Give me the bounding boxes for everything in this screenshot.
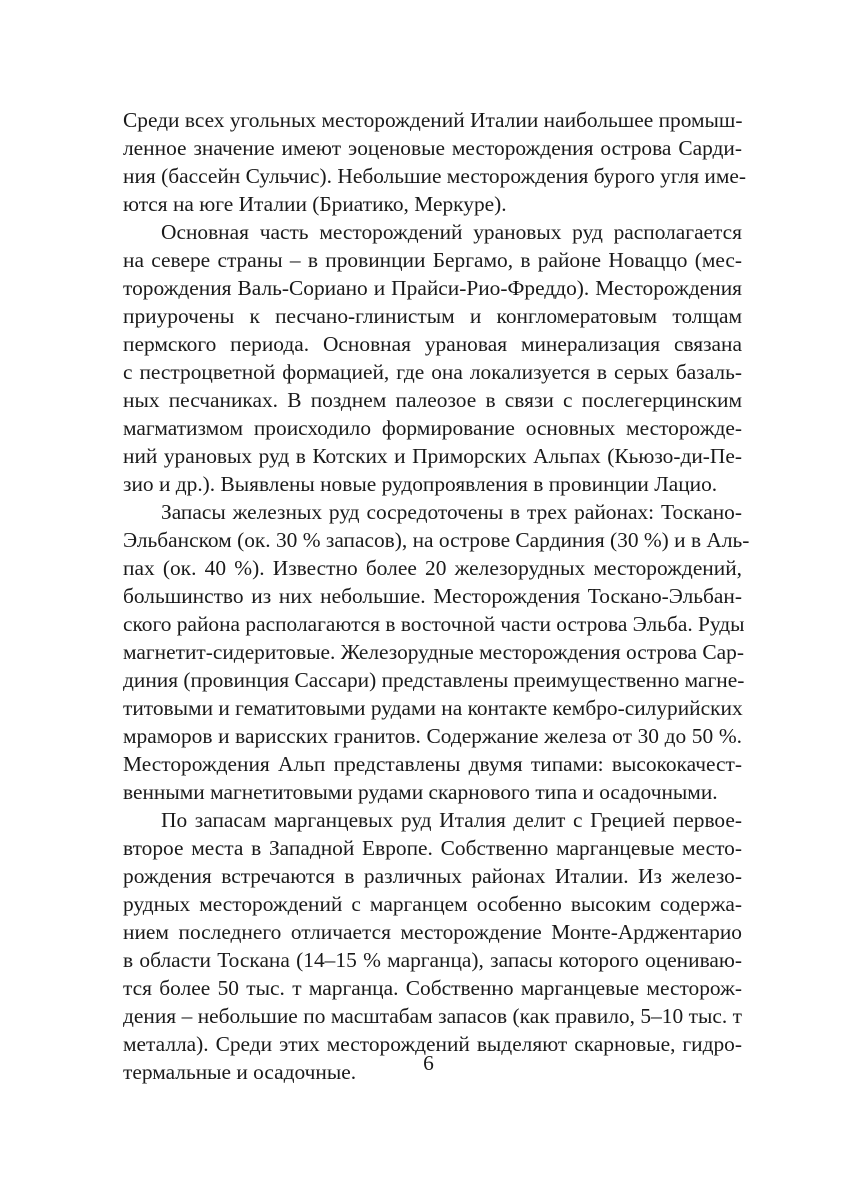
text-line: рождения встречаются в различных районах Италии. Из железо-	[123, 864, 742, 888]
text-line: в области Тоскана (14–15 % марганца), запасы которого оцениваю-	[123, 948, 742, 972]
text-line: мраморов и варисских гранитов. Содержание железа от 30 до 50 %.	[123, 724, 742, 748]
text-line: Основная часть месторождений урановых руд располагается	[161, 220, 742, 244]
text-line: зио и др.). Выявлены новые рудопроявления в провинции Лацио.	[123, 472, 718, 496]
text-line: торождения Валь-Сориано и Прайси-Рио-Фреддо). Месторождения	[123, 276, 742, 300]
text-line: титовыми и гематитовыми рудами на контакте кембро-силурийских	[123, 696, 743, 720]
text-line: большинство из них небольшие. Месторождения Тоскано-Эльбан-	[123, 584, 742, 608]
text-line: ний урановых руд в Котских и Приморских Альпах (Кьюзо-ди-Пе-	[123, 444, 742, 468]
text-line: магнетит-сидеритовые. Железорудные месторождения острова Сар-	[123, 640, 744, 664]
text-line: приурочены к песчано-глинистым и конгломератовым толщам	[123, 304, 742, 328]
text-line: металла). Среди этих месторождений выделяют скарновые, гидро-	[123, 1032, 742, 1056]
text-line: венными магнетитовыми рудами скарнового типа и осадочными.	[123, 780, 718, 804]
text-line: ются на юге Италии (Бриатико, Меркуре).	[123, 192, 507, 216]
text-line: Месторождения Альп представлены двумя типами: высококачест-	[123, 752, 742, 776]
text-line: второе места в Западной Европе. Собственно марганцевые место-	[123, 836, 742, 860]
page-number: 6	[423, 1051, 434, 1075]
text-line: магматизмом происходило формирование основных месторожде-	[123, 416, 742, 440]
text-line: ского района располагаются в восточной части острова Эльба. Руды	[123, 612, 745, 636]
text-line: рудных месторождений с марганцем особенно высоким содержа-	[123, 892, 742, 916]
text-line: По запасам марганцевых руд Италия делит с Грецией первое-	[161, 808, 742, 832]
text-line: термальные и осадочные.	[123, 1060, 357, 1084]
text-line: диния (провинция Сассари) представлены преимущественно магне-	[123, 668, 745, 692]
text-line: ния (бассейн Сульчис). Небольшие месторождения бурого угля име-	[123, 164, 746, 188]
text-line: Эльбанском (ок. 30 % запасов), на острове Сардиния (30 %) и в Аль-	[123, 528, 750, 552]
text-line: нием последнего отличается месторождение Монте-Арджентарио	[123, 920, 742, 944]
text-line: с пестроцветной формацией, где она локализуется в серых базаль-	[123, 360, 742, 384]
body-text	[123, 106, 750, 1086]
text-line: на севере страны – в провинции Бергамо, в районе Новаццо (мес-	[123, 248, 742, 272]
text-line: Запасы железных руд сосредоточены в трех районах: Тоскано-	[161, 500, 742, 524]
text-line: ных песчаниках. В позднем палеозое в связи с послегерцинским	[123, 388, 742, 412]
text-line: тся более 50 тыс. т марганца. Собственно марганцевые месторож-	[123, 976, 742, 1000]
paragraph	[123, 218, 742, 498]
text-line: пах (ок. 40 %). Известно более 20 железорудных месторождений,	[123, 556, 742, 580]
paragraph	[123, 106, 746, 218]
text-line: Среди всех угольных месторождений Италии наибольшее промыш-	[123, 108, 743, 132]
paragraph	[123, 806, 742, 1086]
text-line: ленное значение имеют эоценовые месторождения острова Сарди-	[123, 136, 742, 160]
text-line: пермского периода. Основная урановая минерализация связана	[123, 332, 742, 356]
text-line: дения – небольшие по масштабам запасов (как правило, 5–10 тыс. т	[123, 1004, 742, 1028]
paragraph	[123, 498, 750, 806]
